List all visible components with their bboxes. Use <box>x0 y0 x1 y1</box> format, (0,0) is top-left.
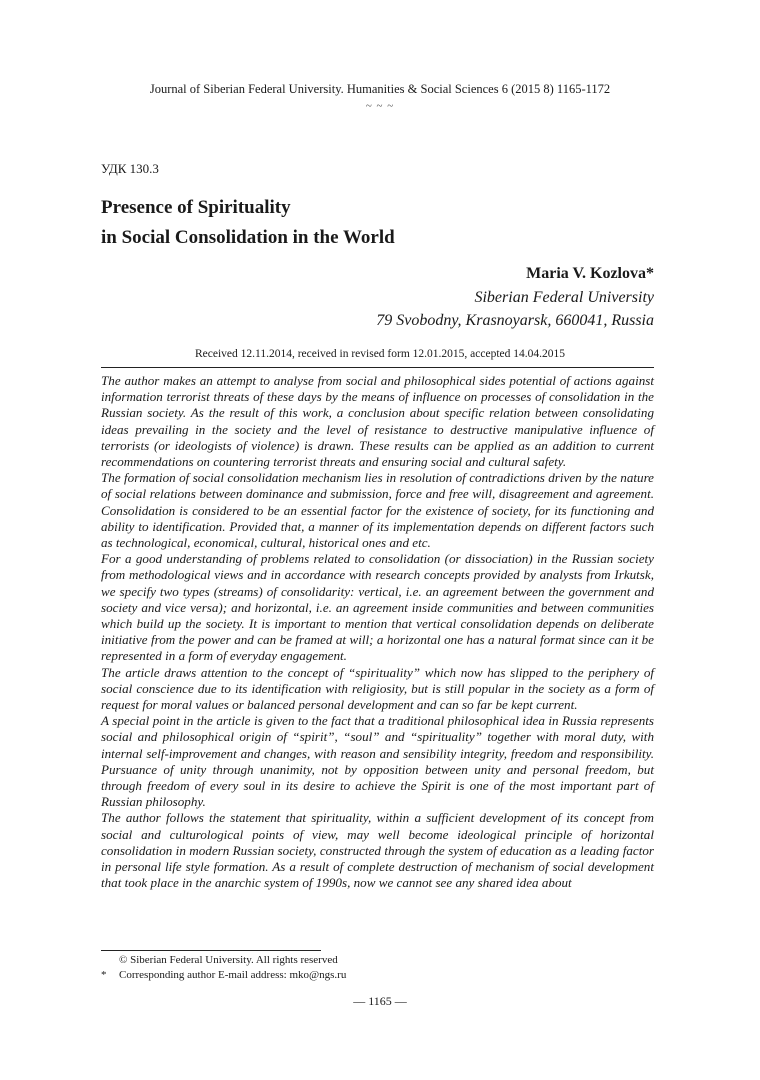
abstract-paragraph-1: The author makes an attempt to analyse from social and philosophical sides potential of actions against information terrorist threats of these days by the means of influence on processes of consolidation in the Russian society. As the result of this work, a conclusion about specific relation between consolidating ideas prevailing in the society and the level of resistance to destructive manipulative influence of terrorists (or ideologists of violence) is drawn. These results can be applied as an addition to current recommendations on countering terrorist threats and ensuring social and cultural safety. <box>101 373 654 470</box>
author-address: 79 Svobodny, Krasnoyarsk, 660041, Russia <box>376 312 654 329</box>
footnote-divider <box>101 950 321 951</box>
journal-header: Journal of Siberian Federal University. Humanities & Social Sciences 6 (2015 8) 1165-1172 <box>149 82 611 96</box>
abstract-paragraph-6: The author follows the statement that spirituality, within a sufficient development of its concept from social and culturological points of view, may well become ideological principle of horizontal consolidation in modern Russian society, constructed through the system of education as a leading factor in personal life style formation. As a result of complete destruction of mechanism of social development that took place in the anarchic system of 1990s, now we cannot see any shared idea about <box>101 810 654 891</box>
abstract-paragraph-5: A special point in the article is given to the fact that a traditional philosophical idea in Russia represents social and philosophical origin of “spirit”, “soul” and “spirituality” together with moral duty, with internal self-improvement and changes, with reason and sensibility integrity, freedom and responsibility. Pursuance of unity through unanimity, not by opposition between unity and personal freedom, but through freedom of every soul in its desire to achieve the Spirit is one of the most important part of Russian philosophy. <box>101 713 654 810</box>
udk-code: УДК 130.3 <box>101 161 159 176</box>
corresponding-author-email: Corresponding author E-mail address: mko@ngs.ru <box>119 969 347 981</box>
author-affiliation: Siberian Federal University <box>474 288 654 306</box>
header-divider <box>101 367 654 368</box>
corresponding-footnote <box>101 969 346 981</box>
abstract <box>101 373 654 892</box>
author-name: Maria V. Kozlova* <box>526 265 654 282</box>
abstract-paragraph-2: The formation of social consolidation mechanism lies in resolution of contradictions driven by the nature of social relations between dominance and submission, force and free will, disagreement and agreement. Consolidation is considered to be an essential factor for the existence of society, for its functioning and ability to identification. Provided that, a manner of its implementation depends on different factors such as technological, economical, cultural, historical ones and etc. <box>101 470 654 551</box>
abstract-paragraph-4: The article draws attention to the concept of “spirituality” which now has slipped to the periphery of social conscience due to its identification with religiosity, but is still popular in the society as a form of request for moral values or balanced personal development and can so far be kept current. <box>101 664 654 713</box>
header-ornament: ~ ~ ~ <box>365 100 395 112</box>
title-line-2: in Social Consolidation in the World <box>101 227 395 248</box>
author-block <box>376 262 654 333</box>
footnote-marker: * <box>101 969 107 981</box>
title-line-1: Presence of Spirituality <box>101 197 291 218</box>
article-title <box>101 193 395 253</box>
abstract-paragraph-3: For a good understanding of problems related to consolidation (or dissociation) in the Russian society from methodological views and in accordance with research concepts provided by analysts from Irkutsk, we specify two types (streams) of consolidarity: vertical, i.e. an agreement between the government and society and vice versa); and horizontal, i.e. an agreement inside communities and between communities which build up the society. It is important to mention that vertical consolidation depends on deliberate initiative from the power and can be framed at will; a horizontal one has a natural format since can it be represented in a form of everyday engagement. <box>101 551 654 664</box>
copyright-footnote: © Siberian Federal University. All rights reserved <box>119 954 338 966</box>
received-dates: Received 12.11.2014, received in revised form 12.01.2015, accepted 14.04.2015 <box>194 348 566 360</box>
page-number: — 1165 — <box>353 994 407 1008</box>
